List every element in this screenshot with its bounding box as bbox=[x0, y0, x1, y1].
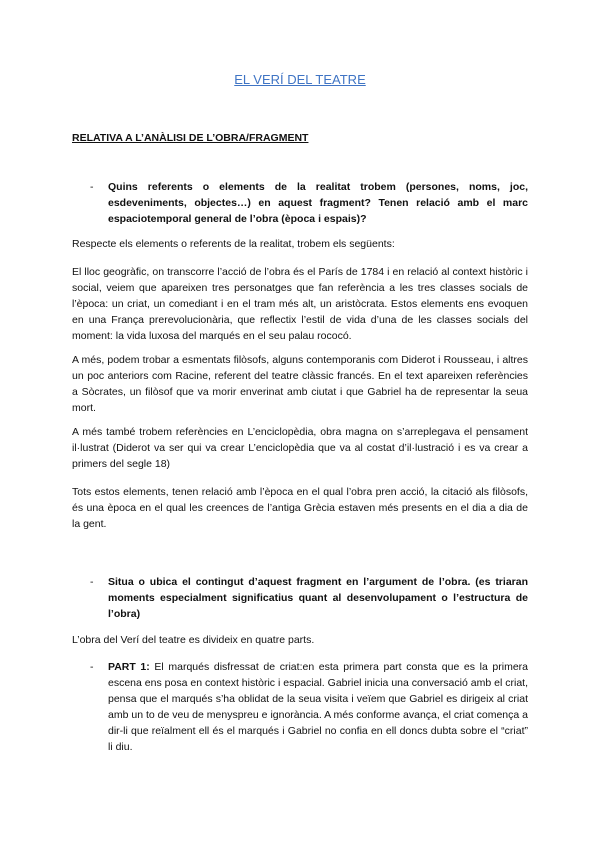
section-heading: RELATIVA A L’ANÀLISI DE L’OBRA/FRAGMENT bbox=[72, 132, 309, 144]
document-title: EL VERÍ DEL TEATRE bbox=[234, 72, 366, 87]
part-1-label: PART 1: bbox=[108, 661, 150, 673]
paragraph-conclusion: Tots estos elements, tenen relació amb l’època en el qual l’obra pren acció, la citació als filòsofs, és una època en el qual les creences de l’antiga Grècia estaven més presents en el dia a dia de la gent. bbox=[72, 486, 528, 530]
paragraph-encyclopedia: A més també trobem referències en L’enciclopèdia, obra magna on s’arreplegava el pensament il·lustrat (Diderot va ser qui va crear L’enciclopèdia que va al costat d’il·lustració i es va crear a primers del segle 18) bbox=[72, 426, 528, 470]
question-1: Quins referents o elements de la realitat trobem (persones, noms, joc, esdeveniments, objectes…) en aquest fragment? Tenen relació amb el marc espaciotemporal general de l’obra (època i espais)? bbox=[108, 181, 528, 225]
paragraph-structure: L’obra del Verí del teatre es divideix en quatre parts. bbox=[72, 634, 315, 646]
paragraph-philosophers: A més, podem trobar a esmentats filòsofs, alguns contemporanis com Diderot i Rousseau, i altres un poc anteriors com Racine, referent del teatre clàssic francés. En el text apareixen referències a Sòcrates, un filòsof que va morir enverinat amb ciutat i que Gabriel ha de representar la seua mort. bbox=[72, 354, 528, 414]
part-1-text: El marqués disfressat de criat:en esta primera part consta que es la primera escena ens posa en context històric i espacial. Gabriel inicia una conversació amb el criat, pensa que el marqués s’ha oblidat de la seua visita i veïem que Gabriel es dirigeix al criat amb un to de veu de menyspreu e ignorància. A més conforme avança, el criat comença a dir-li que reïalment ell és el marqués i Gabriel no confia en ell doncs dubta sobre el “criat” li diu. bbox=[108, 661, 529, 753]
question-2: Situa o ubica el contingut d’aquest fragment en l’argument de l’obra. (es triaran moments especialment significatius quant al desenvolupament o l’estructura de l’obra) bbox=[108, 576, 528, 620]
bullet-marker: - bbox=[90, 181, 94, 193]
part-1-item bbox=[108, 659, 528, 755]
paragraph-context: El lloc geogràfic, on transcorre l’acció de l’obra és el París de 1784 i en relació al context històric i social, veiem que apareixen tres personatges que fan referència a les tres classes socials de l’època: un criat, un comediant i en el tram més alt, un aristòcrata. Estos elements ens evoquen en una França prerevolucionària, que reflectix l’estil de vida d’una de les classes socials del moment: la vida luxosa del marqués en el seu palau rococó. bbox=[72, 266, 528, 342]
bullet-marker: - bbox=[90, 576, 94, 588]
paragraph-intro: Respecte els elements o referents de la realitat, trobem els següents: bbox=[72, 238, 395, 250]
bullet-marker: - bbox=[90, 661, 94, 673]
